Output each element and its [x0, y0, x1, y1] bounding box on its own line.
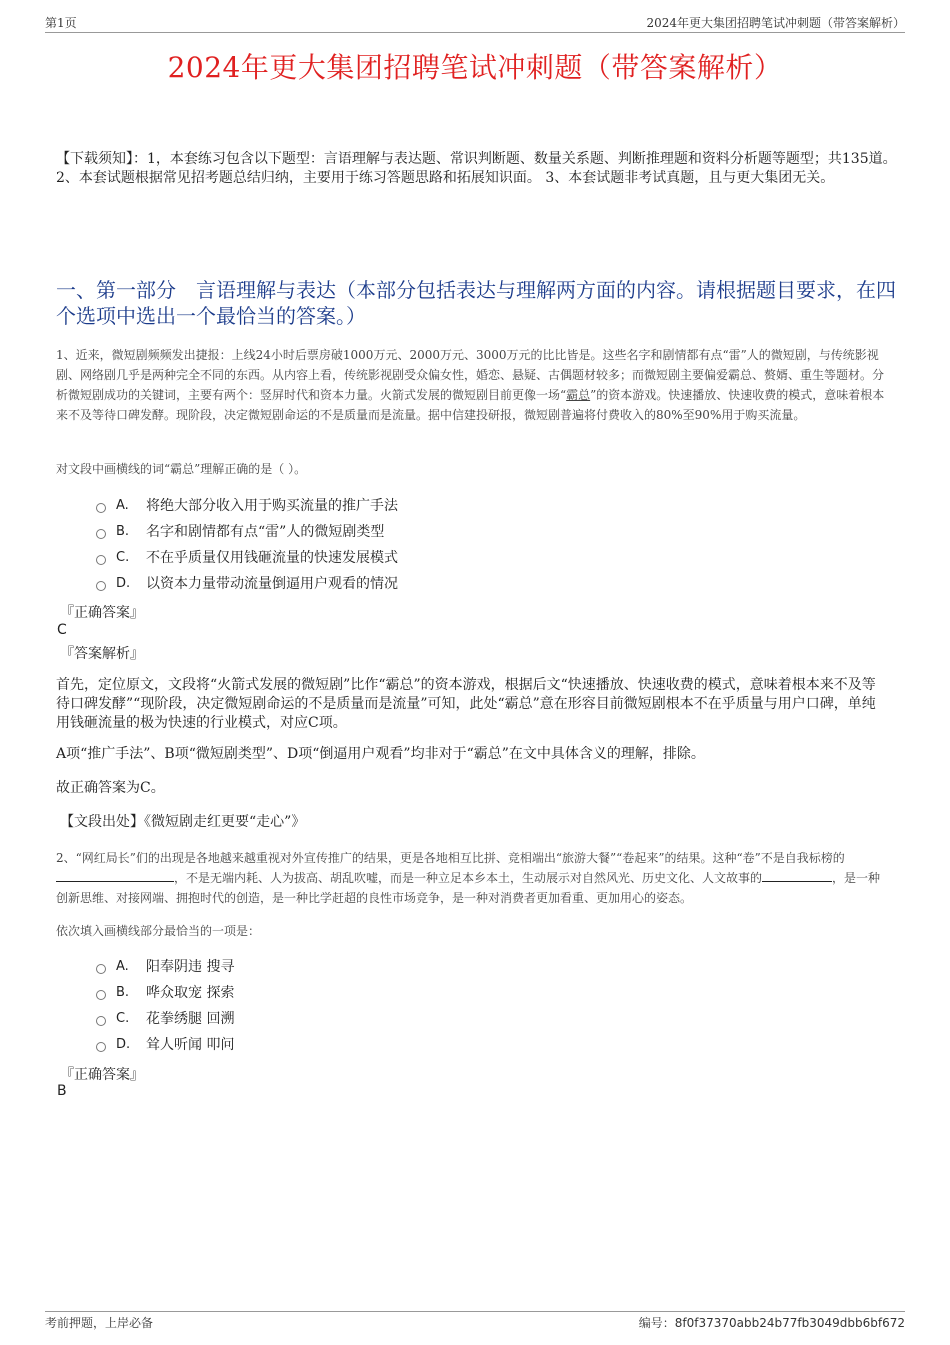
- q2-stem: 依次填入画横线部分最恰当的一项是：: [56, 924, 261, 938]
- footer-slogan: 考前押题，上岸必备: [45, 1316, 154, 1330]
- q2-option-d[interactable]: D. 耸人听闻 叩问: [96, 1034, 234, 1054]
- q1-correct-answer: C: [57, 622, 67, 638]
- radio-icon[interactable]: [96, 581, 106, 591]
- footer-serial: 编号：8f0f37370abb24b77fb3049dbb6bf672: [638, 1316, 905, 1330]
- q2-correct-answer: B: [57, 1083, 67, 1099]
- q2-option-c[interactable]: C. 花拳绣腿 回溯: [96, 1008, 234, 1028]
- document-title: 2024年更大集团招聘笔试冲刺题（带答案解析）: [167, 51, 783, 84]
- radio-icon[interactable]: [96, 503, 106, 513]
- q2-blank-1: [56, 869, 174, 882]
- q1-analysis-label: 『答案解析』: [60, 646, 144, 662]
- q2-option-b[interactable]: B. 哗众取宠 探索: [96, 982, 234, 1002]
- radio-icon[interactable]: [96, 990, 106, 1000]
- radio-icon[interactable]: [96, 555, 106, 565]
- radio-icon[interactable]: [96, 964, 106, 974]
- q2-option-a[interactable]: A. 阳奉阴违 搜寻: [96, 956, 234, 976]
- q1-option-a[interactable]: A. 将绝大部分收入用于购买流量的推广手法: [96, 495, 398, 515]
- q1-stem: 对文段中画横线的词“霸总”理解正确的是（ ）。: [56, 462, 307, 476]
- q1-underlined-word: 霸总: [566, 388, 591, 402]
- footer-divider: [45, 1311, 905, 1312]
- serial-number: 8f0f37370abb24b77fb3049dbb6bf672: [674, 1316, 905, 1330]
- download-notice: 【下载须知】：1，本套练习包含以下题型：言语理解与表达题、常识判断题、数量关系题、判断推理题和资料分析题等题型；共135道。 2、本套试题根据常见招考题总结归纳，主要用于练习答题思路和拓展知识面。 3、本套试题非考试真题，且与更大集团无关。: [56, 151, 897, 186]
- radio-icon[interactable]: [96, 1016, 106, 1026]
- q2-passage: 2、“网红局长”们的出现是各地越来越重视对外宣传推广的结果，更是各地相互比拼、竞相端出“旅游大餐”“卷起来”的结果。这种“卷”不是自我标榜的，不是无端内耗、人为拔高、胡乱吹嘘，而是一种立足本乡本土，生动展示对自然风光、历史文化、人文故事的 ，是一种创新思维、对接网端、拥抱时代的创造，是一种比学赶超的良性市场竞争，是一种对消费者更加看重、更加用心的姿态。: [56, 851, 881, 905]
- q1-option-c[interactable]: C. 不在乎质量仅用钱砸流量的快速发展模式: [96, 547, 398, 567]
- header-divider: [45, 32, 905, 33]
- q1-analysis-paragraph-3: 故正确答案为C。: [56, 780, 165, 796]
- q1-option-b[interactable]: B. 名字和剧情都有点“雷”人的微短剧类型: [96, 521, 384, 541]
- header-doc-title: 2024年更大集团招聘笔试冲刺题（带答案解析）: [646, 16, 905, 30]
- q1-option-d[interactable]: D. 以资本力量带动流量倒逼用户观看的情况: [96, 573, 398, 593]
- q1-correct-label: 『正确答案』: [60, 605, 144, 621]
- page-number: 第1页: [45, 16, 77, 30]
- q2-blank-2: [762, 869, 832, 882]
- q1-analysis-paragraph-1: 首先，定位原文，文段将“火箭式发展的微短剧”比作“霸总”的资本游戏，根据后文“快速播放、快速收费的模式，意味着根本来不及等待口碑发酵”“现阶段，决定微短剧命运的不是质量而是流量”可知，此处“霸总”意在形容目前微短剧根本不在乎质量与用户口碑，单纯用钱砸流量的极为快速的行业模式，对应C项。: [56, 677, 876, 731]
- q1-analysis-paragraph-2: A项“推广手法”、B项“微短剧类型”、D项“倒逼用户观看”均非对于“霸总”在文中具体含义的理解，排除。: [56, 746, 705, 762]
- radio-icon[interactable]: [96, 529, 106, 539]
- section-heading: 一、第一部分 言语理解与表达（本部分包括表达与理解两方面的内容。请根据题目要求，在四个选项中选出一个最恰当的答案。）: [56, 278, 896, 328]
- q1-source: 【文段出处】《微短剧走红更要“走心”》: [60, 814, 306, 830]
- q2-correct-label: 『正确答案』: [60, 1067, 144, 1083]
- q1-passage: 1、近来，微短剧频频发出捷报：上线24小时后票房破1000万元、2000万元、3000万元的比比皆是。这些名字和剧情都有点“雷”人的微短剧，与传统影视剧、网络剧几乎是两种完全不同的东西。从内容上看，传统影视剧受众偏女性，婚恋、悬疑、古偶题材较多；而微短剧主要偏爱霸总、赘婿、重生等题材。分析微短剧成功的关键词，主要有两个：竖屏时代和资本力量。火箭式发展的微短剧目前更像一场“霸总”的资本游戏。快速播放、快速收费的模式，意味着根本来不及等待口碑发酵。现阶段，决定微短剧命运的不是质量而是流量。据中信建投研报，微短剧普遍将付费收入的80%至90%用于购买流量。: [56, 348, 885, 422]
- radio-icon[interactable]: [96, 1042, 106, 1052]
